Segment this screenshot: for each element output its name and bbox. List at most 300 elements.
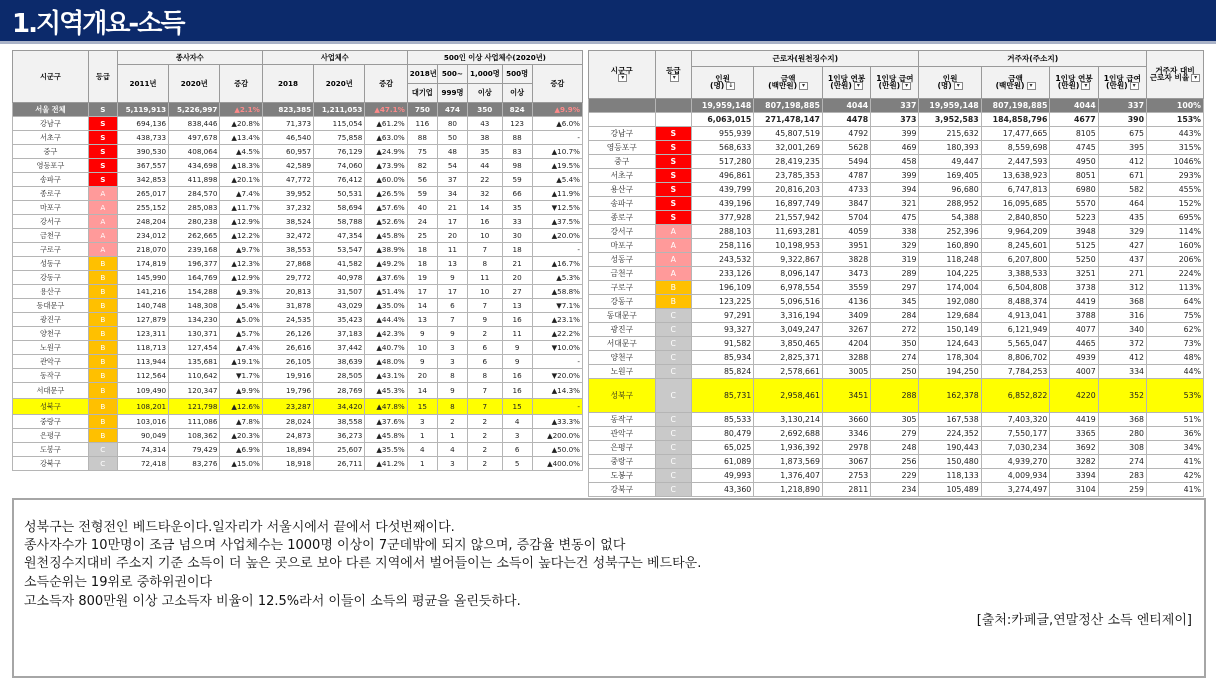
employees-2011: 74,314	[117, 443, 168, 457]
resident-worker-ratio: 41%	[1147, 483, 1204, 497]
firms-500-999: 3	[437, 355, 467, 369]
header-businesses: 사업체수	[262, 51, 407, 65]
worker-monthly-pay: 288	[871, 379, 919, 413]
district-name: 강북구	[13, 457, 89, 471]
firms-500-999: 3	[437, 341, 467, 355]
district-name: 종로구	[13, 187, 89, 201]
firms-500-change: ▲16.7%	[532, 257, 582, 271]
employees-change: ▲5.7%	[220, 327, 262, 341]
businesses-change: ▲51.4%	[365, 285, 407, 299]
worker-annual-pay: 4792	[822, 127, 870, 141]
businesses-change: ▲37.6%	[365, 271, 407, 285]
table-row	[589, 267, 1204, 281]
businesses-change: ▲35.0%	[365, 299, 407, 313]
firms-500-plus: 824	[502, 103, 532, 117]
worker-amount: 45,807,519	[754, 127, 823, 141]
businesses-2018: 31,878	[262, 299, 313, 313]
resident-monthly-pay: 274	[1098, 455, 1146, 469]
district-name: 강남구	[589, 127, 656, 141]
table-row	[589, 351, 1204, 365]
firms-500-change: ▼10.0%	[532, 341, 582, 355]
employees-2020: 79,429	[169, 443, 220, 457]
businesses-2018: 71,373	[262, 117, 313, 131]
district-name: 동대문구	[589, 309, 656, 323]
district-name: 마포구	[589, 239, 656, 253]
worker-monthly-pay: 399	[871, 127, 919, 141]
resident-worker-ratio: 42%	[1147, 469, 1204, 483]
worker-monthly-pay: 284	[871, 309, 919, 323]
employees-2011: 140,748	[117, 299, 168, 313]
large-firms-2018: 116	[407, 117, 437, 131]
filter-dropdown-icon[interactable]: ▾	[1081, 82, 1090, 90]
table-row	[13, 229, 583, 243]
resident-annual-pay: 3251	[1050, 267, 1098, 281]
sort-filter-icon[interactable]: ↓	[728, 82, 734, 90]
employees-2011: 108,201	[117, 399, 168, 415]
grade-badge: B	[88, 415, 117, 429]
worker-amount: 16,897,749	[754, 197, 823, 211]
subtotal-annual2: 4677	[1050, 113, 1098, 127]
resident-monthly-pay: 280	[1098, 427, 1146, 441]
worker-monthly-pay: 305	[871, 413, 919, 427]
resident-amount: 8,245,601	[981, 239, 1050, 253]
resident-worker-ratio: 36%	[1147, 427, 1204, 441]
resident-worker-ratio: 160%	[1147, 239, 1204, 253]
firms-1000-plus: 7	[468, 299, 503, 313]
firms-500-999: 8	[437, 369, 467, 383]
firms-500-plus: 18	[502, 243, 532, 257]
businesses-change: ▲35.5%	[365, 443, 407, 457]
employees-2020: 434,698	[169, 159, 220, 173]
filter-dropdown-icon[interactable]: ▾	[954, 82, 963, 90]
firms-500-999: 4	[437, 443, 467, 457]
employees-2020: 154,288	[169, 285, 220, 299]
total-monthly2: 337	[1098, 99, 1146, 113]
resident-count: 180,393	[919, 141, 981, 155]
resident-monthly-pay: 412	[1098, 155, 1146, 169]
grade-badge: S	[88, 103, 117, 117]
employees-2011: 248,204	[117, 215, 168, 229]
table-row	[589, 169, 1204, 183]
subtotal-people2: 3,952,583	[919, 113, 981, 127]
firms-1000-plus: 8	[468, 257, 503, 271]
note-line-3: 원천징수지대비 주소지 기준 소득이 더 높은 곳으로 보아 다른 지역에서 벌어들이는 소득이 높다는건 성북구는 베드타운.	[24, 556, 702, 571]
grade-badge: B	[88, 399, 117, 415]
firms-500-change: ▲33.3%	[532, 415, 582, 429]
table-row	[13, 313, 583, 327]
firms-1000-plus: 14	[468, 201, 503, 215]
worker-monthly-pay: 279	[871, 427, 919, 441]
firms-500-change: ▼7.1%	[532, 299, 582, 313]
firms-500-plus: 27	[502, 285, 532, 299]
employees-change: ▲12.9%	[220, 271, 262, 285]
district-name: 성동구	[13, 257, 89, 271]
table-row	[13, 215, 583, 229]
firms-500-change: ▲23.1%	[532, 313, 582, 327]
filter-dropdown-icon[interactable]: ▾	[1130, 82, 1139, 90]
district-name: 용산구	[589, 183, 656, 197]
firms-500-plus: 33	[502, 215, 532, 229]
worker-amount: 23,785,353	[754, 169, 823, 183]
header-500-plus: 500명	[502, 65, 532, 84]
header-500-businesses: 500인 이상 사업체수(2020년)	[407, 51, 582, 65]
header-employees: 종사자수	[117, 51, 262, 65]
commentary-box	[12, 498, 1206, 678]
businesses-change: ▲49.2%	[365, 257, 407, 271]
firms-500-plus: 66	[502, 187, 532, 201]
firms-1000-plus: 7	[468, 383, 503, 399]
resident-amount: 7,030,234	[981, 441, 1050, 455]
resident-annual-pay: 4007	[1050, 365, 1098, 379]
worker-annual-pay: 5628	[822, 141, 870, 155]
firms-1000-plus: 6	[468, 355, 503, 369]
employees-2011: 694,136	[117, 117, 168, 131]
r-header-annual	[822, 67, 870, 99]
district-name: 용산구	[13, 285, 89, 299]
worker-monthly-pay: 248	[871, 441, 919, 455]
employees-2020: 83,276	[169, 457, 220, 471]
grade-badge: B	[88, 327, 117, 341]
firms-500-999: 54	[437, 159, 467, 173]
worker-count: 496,861	[692, 169, 754, 183]
worker-count: 93,327	[692, 323, 754, 337]
worker-annual-pay: 4787	[822, 169, 870, 183]
r-header-ratio	[1147, 51, 1204, 99]
table-row	[13, 457, 583, 471]
grade-badge: C	[655, 441, 691, 455]
grade-badge: S	[88, 159, 117, 173]
large-firms-2018: 3	[407, 415, 437, 429]
resident-annual-pay: 5223	[1050, 211, 1098, 225]
businesses-2018: 26,105	[262, 355, 313, 369]
header-1000-plus: 1,000명	[468, 65, 503, 84]
businesses-change: ▲41.2%	[365, 457, 407, 471]
worker-annual-pay: 3559	[822, 281, 870, 295]
businesses-2018: 23,287	[262, 399, 313, 415]
filter-dropdown-icon[interactable]: ▾	[618, 74, 627, 82]
grade-badge: B	[88, 257, 117, 271]
district-name: 중랑구	[13, 415, 89, 429]
grade-badge: S	[655, 141, 691, 155]
worker-annual-pay: 3005	[822, 365, 870, 379]
grade-badge: C	[655, 483, 691, 497]
worker-amount: 20,816,203	[754, 183, 823, 197]
businesses-2018: 26,126	[262, 327, 313, 341]
worker-amount: 2,578,661	[754, 365, 823, 379]
worker-count: 243,532	[692, 253, 754, 267]
district-name: 광진구	[13, 313, 89, 327]
businesses-2018: 19,796	[262, 383, 313, 399]
table-row	[589, 413, 1204, 427]
businesses-2018: 28,024	[262, 415, 313, 429]
district-name: 구로구	[13, 243, 89, 257]
businesses-2018: 47,772	[262, 173, 313, 187]
large-firms-2018: 4	[407, 443, 437, 457]
resident-annual-pay: 3948	[1050, 225, 1098, 239]
worker-annual-pay: 2753	[822, 469, 870, 483]
worker-annual-pay: 5704	[822, 211, 870, 225]
worker-amount: 9,322,867	[754, 253, 823, 267]
district-name: 금천구	[13, 229, 89, 243]
subtotal-ratio: 153%	[1147, 113, 1204, 127]
large-firms-2018: 56	[407, 173, 437, 187]
r-header-monthly2	[1098, 67, 1146, 99]
table-row	[13, 383, 583, 399]
resident-amount: 17,477,665	[981, 127, 1050, 141]
large-firms-2018: 1	[407, 429, 437, 443]
firms-1000-plus: 2	[468, 443, 503, 457]
businesses-change: ▲24.9%	[365, 145, 407, 159]
resident-worker-ratio: 224%	[1147, 267, 1204, 281]
employees-2020: 110,642	[169, 369, 220, 383]
businesses-2020: 35,423	[314, 313, 365, 327]
filter-dropdown-icon[interactable]: ▾	[1191, 74, 1200, 82]
businesses-change: ▲38.9%	[365, 243, 407, 257]
resident-count: 174,004	[919, 281, 981, 295]
grade-badge: C	[655, 337, 691, 351]
district-name: 중구	[13, 145, 89, 159]
filter-dropdown-icon[interactable]: ▾	[670, 74, 679, 82]
firms-1000-plus: 32	[468, 187, 503, 201]
table-row	[589, 225, 1204, 239]
employees-change: ▲12.6%	[220, 399, 262, 415]
filter-dropdown-icon[interactable]: ▾	[1027, 82, 1036, 90]
worker-count: 91,582	[692, 337, 754, 351]
district-name: 성동구	[589, 253, 656, 267]
firms-500-999: 34	[437, 187, 467, 201]
resident-annual-pay: 3104	[1050, 483, 1098, 497]
resident-annual-pay: 3788	[1050, 309, 1098, 323]
businesses-change: ▲73.9%	[365, 159, 407, 173]
grade-badge: C	[655, 365, 691, 379]
grade-badge: S	[655, 197, 691, 211]
worker-count: 80,479	[692, 427, 754, 441]
grade-badge: B	[88, 299, 117, 313]
grade-badge: C	[655, 427, 691, 441]
resident-annual-pay: 3365	[1050, 427, 1098, 441]
resident-amount: 6,747,813	[981, 183, 1050, 197]
table-row	[589, 441, 1204, 455]
worker-amount: 5,096,516	[754, 295, 823, 309]
resident-monthly-pay: 329	[1098, 225, 1146, 239]
r-header-monthly	[871, 67, 919, 99]
firms-500-change: ▲400.0%	[532, 457, 582, 471]
firms-500-change: ▲200.0%	[532, 429, 582, 443]
worker-monthly-pay: 321	[871, 197, 919, 211]
businesses-2020: 37,183	[314, 327, 365, 341]
grade-badge: B	[88, 341, 117, 355]
header-2020-biz: 2020년	[314, 65, 365, 103]
subtotal-name	[589, 113, 656, 127]
header-2011: 2011년	[117, 65, 168, 103]
subtotal-monthly2: 390	[1098, 113, 1146, 127]
r-header-people-l1: 인원	[715, 73, 730, 83]
grade-badge: C	[655, 379, 691, 413]
resident-amount: 9,964,209	[981, 225, 1050, 239]
table-row	[589, 211, 1204, 225]
resident-count: 96,680	[919, 183, 981, 197]
resident-annual-pay: 8051	[1050, 169, 1098, 183]
firms-500-999: 3	[437, 457, 467, 471]
district-name: 서대문구	[589, 337, 656, 351]
r-header-amount2-l1: 금액	[1008, 73, 1023, 83]
grade-badge: C	[655, 455, 691, 469]
employees-2011: 123,311	[117, 327, 168, 341]
firms-500-999: 9	[437, 327, 467, 341]
firms-500-change: ▲9.9%	[532, 103, 582, 117]
grade-badge: B	[88, 383, 117, 399]
businesses-change: ▲44.4%	[365, 313, 407, 327]
table-row	[589, 239, 1204, 253]
resident-amount: 13,638,923	[981, 169, 1050, 183]
firms-1000-plus: 16	[468, 215, 503, 229]
table-row	[13, 355, 583, 369]
grade-badge: S	[88, 117, 117, 131]
worker-monthly-pay: 234	[871, 483, 919, 497]
filter-dropdown-icon[interactable]: ▾	[799, 82, 808, 90]
table-row	[589, 483, 1204, 497]
firms-500-plus: 9	[502, 341, 532, 355]
firms-500-plus: 15	[502, 399, 532, 415]
worker-amount: 2,825,371	[754, 351, 823, 365]
businesses-change: ▲47.8%	[365, 399, 407, 415]
businesses-change: ▲60.0%	[365, 173, 407, 187]
worker-monthly-pay: 250	[871, 365, 919, 379]
worker-count: 955,939	[692, 127, 754, 141]
filter-dropdown-icon[interactable]: ▾	[854, 82, 863, 90]
grade-badge: A	[88, 243, 117, 257]
businesses-2020: 36,273	[314, 429, 365, 443]
table-row	[13, 369, 583, 383]
firms-1000-plus: 2	[468, 415, 503, 429]
resident-count: 224,352	[919, 427, 981, 441]
businesses-change: ▲48.0%	[365, 355, 407, 369]
firms-500-change: -	[532, 399, 582, 415]
district-name: 강서구	[13, 215, 89, 229]
employees-2011: 5,119,913	[117, 103, 168, 117]
worker-annual-pay: 3951	[822, 239, 870, 253]
employees-2020: 127,454	[169, 341, 220, 355]
businesses-2020: 43,029	[314, 299, 365, 313]
firms-500-plus: 88	[502, 131, 532, 145]
resident-amount: 8,806,702	[981, 351, 1050, 365]
businesses-change: ▲45.3%	[365, 383, 407, 399]
employees-change: ▲5.4%	[220, 299, 262, 313]
table-row	[13, 243, 583, 257]
resident-annual-pay: 4939	[1050, 351, 1098, 365]
header-2018: 2018	[262, 65, 313, 103]
firms-1000-plus: 11	[468, 271, 503, 285]
firms-500-change: -	[532, 355, 582, 369]
table-row	[13, 131, 583, 145]
resident-amount: 2,447,593	[981, 155, 1050, 169]
businesses-2018: 42,589	[262, 159, 313, 173]
resident-worker-ratio: 75%	[1147, 309, 1204, 323]
resident-monthly-pay: 368	[1098, 295, 1146, 309]
employment-business-table	[12, 50, 583, 471]
header-big-2018: 2018년	[407, 65, 437, 84]
businesses-2018: 46,540	[262, 131, 313, 145]
resident-annual-pay: 4745	[1050, 141, 1098, 155]
resident-monthly-pay: 582	[1098, 183, 1146, 197]
firms-500-change: ▲14.3%	[532, 383, 582, 399]
large-firms-2018: 15	[407, 399, 437, 415]
firms-1000-plus: 9	[468, 313, 503, 327]
businesses-2020: 58,694	[314, 201, 365, 215]
source-citation: [출처:카페글,연말정산 소득 엔티제이]	[976, 613, 1192, 628]
resident-annual-pay: 4419	[1050, 295, 1098, 309]
resident-count: 162,378	[919, 379, 981, 413]
resident-annual-pay: 5125	[1050, 239, 1098, 253]
grade-badge: S	[88, 145, 117, 159]
resident-amount: 16,095,685	[981, 197, 1050, 211]
worker-annual-pay: 3828	[822, 253, 870, 267]
businesses-2018: 24,873	[262, 429, 313, 443]
firms-500-plus: 98	[502, 159, 532, 173]
r-header-amount-l1: 금액	[780, 73, 796, 83]
businesses-2020: 31,507	[314, 285, 365, 299]
firms-1000-plus: 10	[468, 285, 503, 299]
worker-amount: 3,049,247	[754, 323, 823, 337]
resident-worker-ratio: 443%	[1147, 127, 1204, 141]
worker-count: 43,360	[692, 483, 754, 497]
table-row	[13, 399, 583, 415]
worker-count: 439,196	[692, 197, 754, 211]
firms-500-999: 21	[437, 201, 467, 215]
r-header-annual2-l2: (만원)	[1057, 81, 1080, 91]
firms-500-plus: 16	[502, 383, 532, 399]
table-row	[589, 309, 1204, 323]
resident-amount: 2,840,850	[981, 211, 1050, 225]
district-name: 강동구	[13, 271, 89, 285]
worker-annual-pay: 3451	[822, 379, 870, 413]
header-sigungu: 시군구	[13, 51, 89, 103]
filter-dropdown-icon[interactable]: ▾	[902, 82, 911, 90]
worker-annual-pay: 2811	[822, 483, 870, 497]
worker-amount: 28,419,235	[754, 155, 823, 169]
resident-count: 105,489	[919, 483, 981, 497]
district-name: 노원구	[589, 365, 656, 379]
resident-count: 104,225	[919, 267, 981, 281]
businesses-2018: 32,472	[262, 229, 313, 243]
district-name: 동대문구	[13, 299, 89, 313]
total-monthly: 337	[871, 99, 919, 113]
businesses-2020: 53,547	[314, 243, 365, 257]
businesses-change: ▲57.6%	[365, 201, 407, 215]
district-name: 구로구	[589, 281, 656, 295]
employees-2011: 218,070	[117, 243, 168, 257]
district-name: 마포구	[13, 201, 89, 215]
r-header-amount2	[981, 67, 1050, 99]
note-line-2: 종사자수가 10만명이 조금 넘으며 사업체수는 1000명 이상이 7군데밖에 되지 않으며, 증감율 변동이 없다	[24, 538, 626, 553]
firms-1000-plus: 2	[468, 327, 503, 341]
resident-amount: 3,388,533	[981, 267, 1050, 281]
employees-2011: 174,819	[117, 257, 168, 271]
grade-badge: S	[655, 183, 691, 197]
district-name: 성북구	[589, 379, 656, 413]
firms-500-change: -	[532, 131, 582, 145]
employees-2011: 342,853	[117, 173, 168, 187]
r-header-people2	[919, 67, 981, 99]
firms-1000-plus: 2	[468, 457, 503, 471]
resident-annual-pay: 3394	[1050, 469, 1098, 483]
businesses-change: ▲26.5%	[365, 187, 407, 201]
total-row-seoul	[589, 99, 1204, 113]
employees-2011: 390,530	[117, 145, 168, 159]
businesses-2020: 47,354	[314, 229, 365, 243]
employees-2020: 285,083	[169, 201, 220, 215]
resident-monthly-pay: 464	[1098, 197, 1146, 211]
